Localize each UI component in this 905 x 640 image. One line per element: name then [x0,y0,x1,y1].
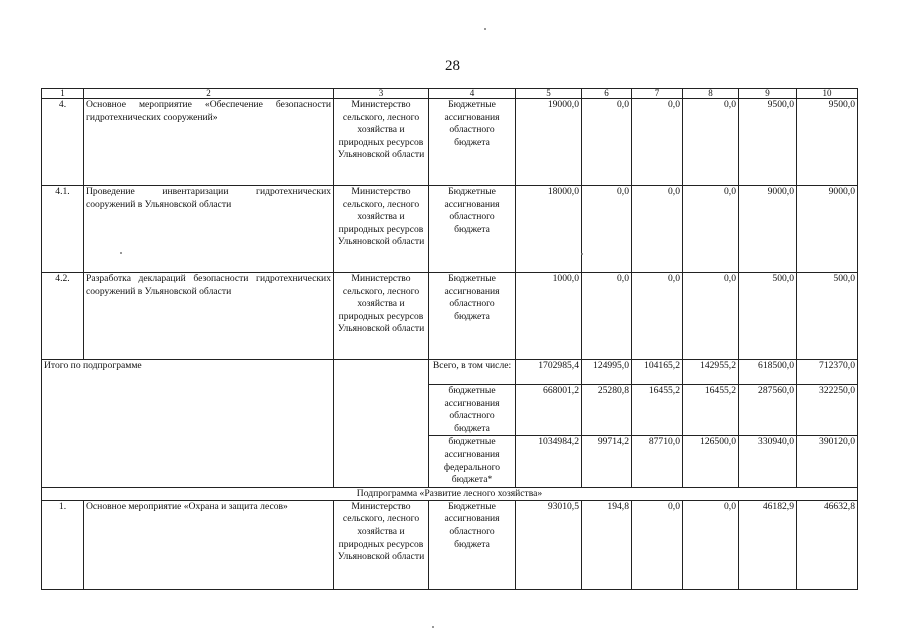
column-number: 1 [42,89,84,99]
total-row [42,360,858,385]
section-title: Подпрограмма «Развитие лесного хозяйства» [42,487,858,500]
amount-year: 287560,0 [739,385,797,436]
row-number: 4. [42,99,84,186]
amount-year: 500,0 [739,273,797,360]
scan-speck [484,28,486,30]
page-number: 28 [445,58,460,74]
funding-source: Бюджетные ассигнования областного бюджета [429,99,516,186]
table-row [42,99,858,186]
column-number: 9 [739,89,797,99]
amount-year: 9500,0 [739,99,797,186]
amount-year: 712370,0 [797,360,858,385]
amount-year: 0,0 [683,99,739,186]
scan-speck [432,626,434,628]
amount-year: 0,0 [683,500,739,589]
total-executor-empty [334,360,429,488]
amount-year: 46182,9 [739,500,797,589]
column-number: 3 [334,89,429,99]
amount-year: 0,0 [632,273,683,360]
column-number: 2 [84,89,334,99]
column-number: 8 [683,89,739,99]
funding-source: Бюджетные ассигнования областного бюджета [429,500,516,589]
amount-year: 0,0 [582,273,632,360]
row-number: 4.2. [42,273,84,360]
table-row [42,273,858,360]
amount-total: 18000,0 [516,186,582,273]
budget-table [41,88,858,590]
activity-name: Основное мероприятие «Охрана и защита лесов» [84,500,334,589]
amount-year: 16455,2 [683,385,739,436]
scan-speck [120,252,122,254]
amount-year: 500,0 [797,273,858,360]
amount-year: 9000,0 [797,186,858,273]
amount-year: 25280,8 [582,385,632,436]
table-row [42,186,858,273]
amount-year: 16455,2 [632,385,683,436]
column-number: 4 [429,89,516,99]
executor: Министерство сельского, лесного хозяйства и природных ресурсов Ульяновской области [334,99,429,186]
amount-year: 46632,8 [797,500,858,589]
column-number: 7 [632,89,683,99]
total-label: Итого по подпрограмме [42,360,334,488]
column-number: 10 [797,89,858,99]
column-number: 6 [582,89,632,99]
amount-total: 93010,5 [516,500,582,589]
funding-source: Бюджетные ассигнования областного бюджета [429,273,516,360]
executor: Министерство сельского, лесного хозяйства и природных ресурсов Ульяновской области [334,500,429,589]
amount-year: 142955,2 [683,360,739,385]
amount-total: 1000,0 [516,273,582,360]
activity-name: Разработка деклараций безопасности гидротехнических сооружений в Ульяновской области [84,273,334,360]
row-number: 1. [42,500,84,589]
scan-speck [581,253,583,255]
activity-name: Проведение инвентаризации гидротехнических сооружений в Ульяновской области [84,186,334,273]
amount-year: 0,0 [582,186,632,273]
amount-year: 0,0 [632,500,683,589]
table-row [42,500,858,589]
funding-source: бюджетные ассигнования областного бюджета [429,385,516,436]
amount-year: 322250,0 [797,385,858,436]
amount-year: 0,0 [632,186,683,273]
amount-year: 0,0 [683,273,739,360]
amount-year: 390120,0 [797,436,858,487]
amount-year: 9000,0 [739,186,797,273]
amount-year: 126500,0 [683,436,739,487]
amount-year: 99714,2 [582,436,632,487]
amount-year: 124995,0 [582,360,632,385]
activity-name: Основное мероприятие «Обеспечение безопасности гидротехнических сооружений» [84,99,334,186]
executor: Министерство сельского, лесного хозяйства и природных ресурсов Ульяновской области [334,273,429,360]
funding-source: Бюджетные ассигнования областного бюджета [429,186,516,273]
row-number: 4.1. [42,186,84,273]
amount-total: 668001,2 [516,385,582,436]
amount-year: 87710,0 [632,436,683,487]
funding-source: Всего, в том числе: [429,360,516,385]
amount-year: 330940,0 [739,436,797,487]
amount-total: 19000,0 [516,99,582,186]
amount-total: 1702985,4 [516,360,582,385]
amount-year: 194,8 [582,500,632,589]
executor: Министерство сельского, лесного хозяйства и природных ресурсов Ульяновской области [334,186,429,273]
amount-year: 0,0 [582,99,632,186]
funding-source: бюджетные ассигнования федерального бюджета* [429,436,516,487]
amount-year: 0,0 [632,99,683,186]
amount-year: 0,0 [683,186,739,273]
amount-year: 9500,0 [797,99,858,186]
column-number-row [42,89,858,99]
amount-year: 618500,0 [739,360,797,385]
amount-total: 1034984,2 [516,436,582,487]
section-title-row [42,487,858,500]
column-number: 5 [516,89,582,99]
amount-year: 104165,2 [632,360,683,385]
